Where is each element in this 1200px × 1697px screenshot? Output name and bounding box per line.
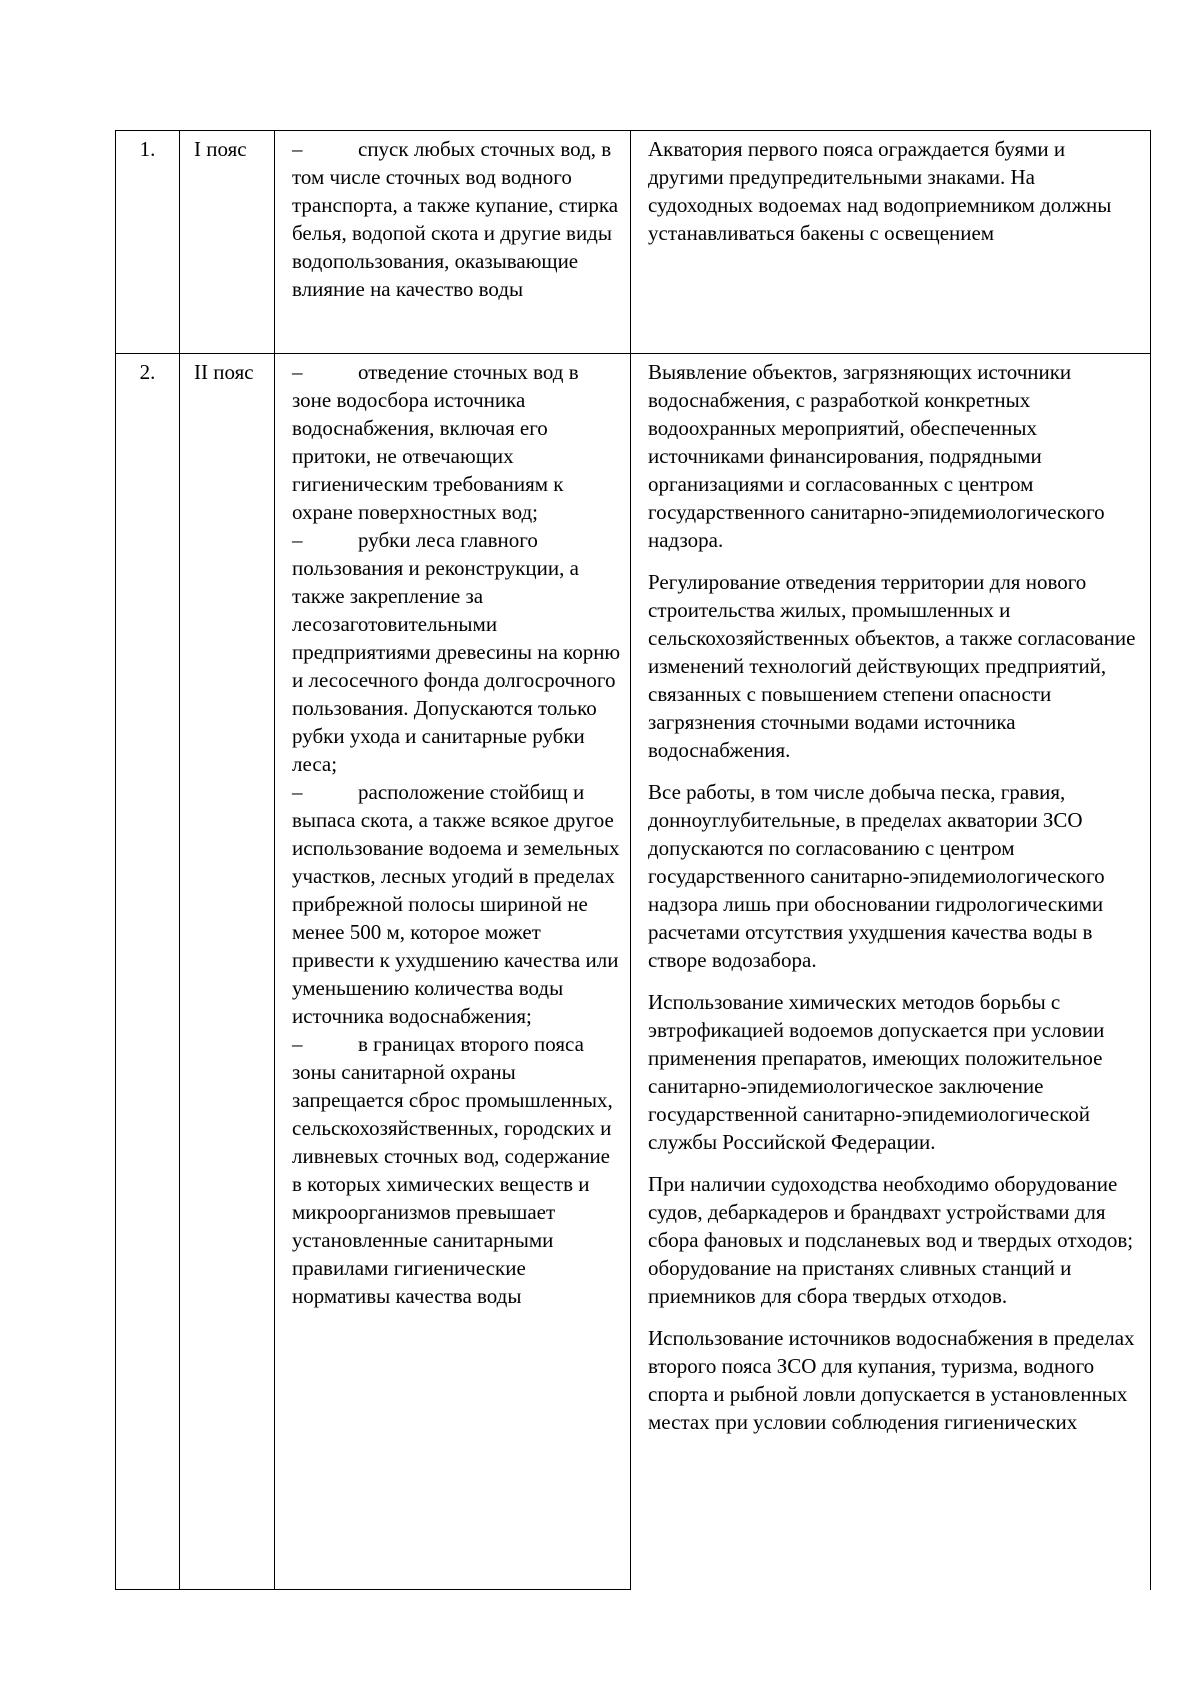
measure-paragraph: Использование химических методов борьбы с эвтрофикацией водоемов допускается при условии применения препаратов, имеющих положительное санитарно-эпидемиологическое заключение государственной санитарно-эпидемиологической службы Российской Федерации. bbox=[648, 990, 1105, 1154]
measure-paragraph: Выявление объектов, загрязняющих источники водоснабжения, с разработкой конкретных водоохранных мероприятий, обеспеченных источниками финансирования, подрядными организациями и согласованных с центром государственного санитарно-эпидемиологического надзора. bbox=[648, 360, 1105, 552]
measure-paragraph: Все работы, в том числе добыча песка, гравия, донноуглубительные, в пределах акватории ЗСО допускаются по согласованию с центром государственного санитарно-эпидемиологического надзора лишь при обосновании гидрологическими расчетами отсутствия ухудшения качества воды в створе водозабора. bbox=[648, 780, 1105, 972]
dash-marker: – bbox=[292, 360, 303, 384]
restriction-text: спуск любых сточных вод, в том числе сточных вод водного транспорта, а также купание, стирка белья, водопой скота и другие виды водопользования, оказывающие влияние на качество воды bbox=[292, 137, 619, 301]
restriction-text: отведение сточных вод в зоне водосбора источника водоснабжения, включая его притоки, не отвечающих гигиеническим требованиям к охране поверхностных вод; bbox=[292, 360, 579, 524]
measure-paragraph: Использование источников водоснабжения в пределах второго пояса ЗСО для купания, туризма, водного спорта и рыбной ловли допускается в установленных местах при условии соблюдения гигиенических bbox=[648, 1326, 1135, 1434]
row-number: 1. bbox=[116, 131, 180, 354]
table-row bbox=[116, 131, 1151, 354]
measure-paragraph: При наличии судоходства необходимо оборудование судов, дебаркадеров и брандвахт устройствами для сбора фановых и подсланевых вод и твердых отходов; оборудование на пристанях сливных станций и приемников для сбора твердых отходов. bbox=[648, 1172, 1134, 1308]
restrictions-cell bbox=[275, 131, 631, 354]
restriction-item bbox=[292, 135, 622, 303]
restriction-item bbox=[292, 778, 622, 1030]
measure-paragraph: Регулирование отведения территории для нового строительства жилых, промышленных и сельскохозяйственных объектов, а также согласование изменений технологий действующих предприятий, связанных с повышением степени опасности загрязнения сточными водами источника водоснабжения. bbox=[648, 570, 1136, 762]
dash-marker: – bbox=[292, 528, 303, 552]
measure-paragraph: Акватория первого пояса ограждается буями и другими предупредительными знаками. На судоходных водоемах над водоприемником должны устанавливаться бакены с освещением bbox=[648, 137, 1112, 245]
restriction-item bbox=[292, 526, 622, 778]
table-row bbox=[116, 354, 1151, 1590]
zso-table bbox=[115, 130, 1151, 1590]
zone-name: I пояс bbox=[180, 131, 275, 354]
zone-name: II пояс bbox=[180, 354, 275, 1590]
dash-marker: – bbox=[292, 137, 303, 161]
measures-cell bbox=[631, 354, 1151, 1590]
restriction-text: рубки леса главного пользования и реконструкции, а также закрепление за лесозаготовительными предприятиями древесины на корню и лесосечного фонда долгосрочного пользования. Допускаются только рубки ухода и санитарные рубки леса; bbox=[292, 528, 621, 776]
measures-cell bbox=[631, 131, 1151, 354]
restriction-text: расположение стойбищ и выпаса скота, а также всякое другое использование водоема и земельных участков, лесных угодий в пределах прибрежной полосы шириной не менее 500 м, которое может привести к ухудшению качества или уменьшению количества воды источника водоснабжения; bbox=[292, 780, 620, 1028]
restriction-item bbox=[292, 1030, 622, 1310]
restrictions-cell bbox=[275, 354, 631, 1590]
dash-marker: – bbox=[292, 780, 303, 804]
restriction-item bbox=[292, 358, 622, 526]
dash-marker: – bbox=[292, 1032, 303, 1056]
restriction-text: в границах второго пояса зоны санитарной охраны запрещается сброс промышленных, сельскохозяйственных, городских и ливневых сточных вод, содержание в которых химических веществ и микроорганизмов превышает установленные санитарными правилами гигиенические нормативы качества воды bbox=[292, 1032, 613, 1308]
row-number: 2. bbox=[116, 354, 180, 1590]
